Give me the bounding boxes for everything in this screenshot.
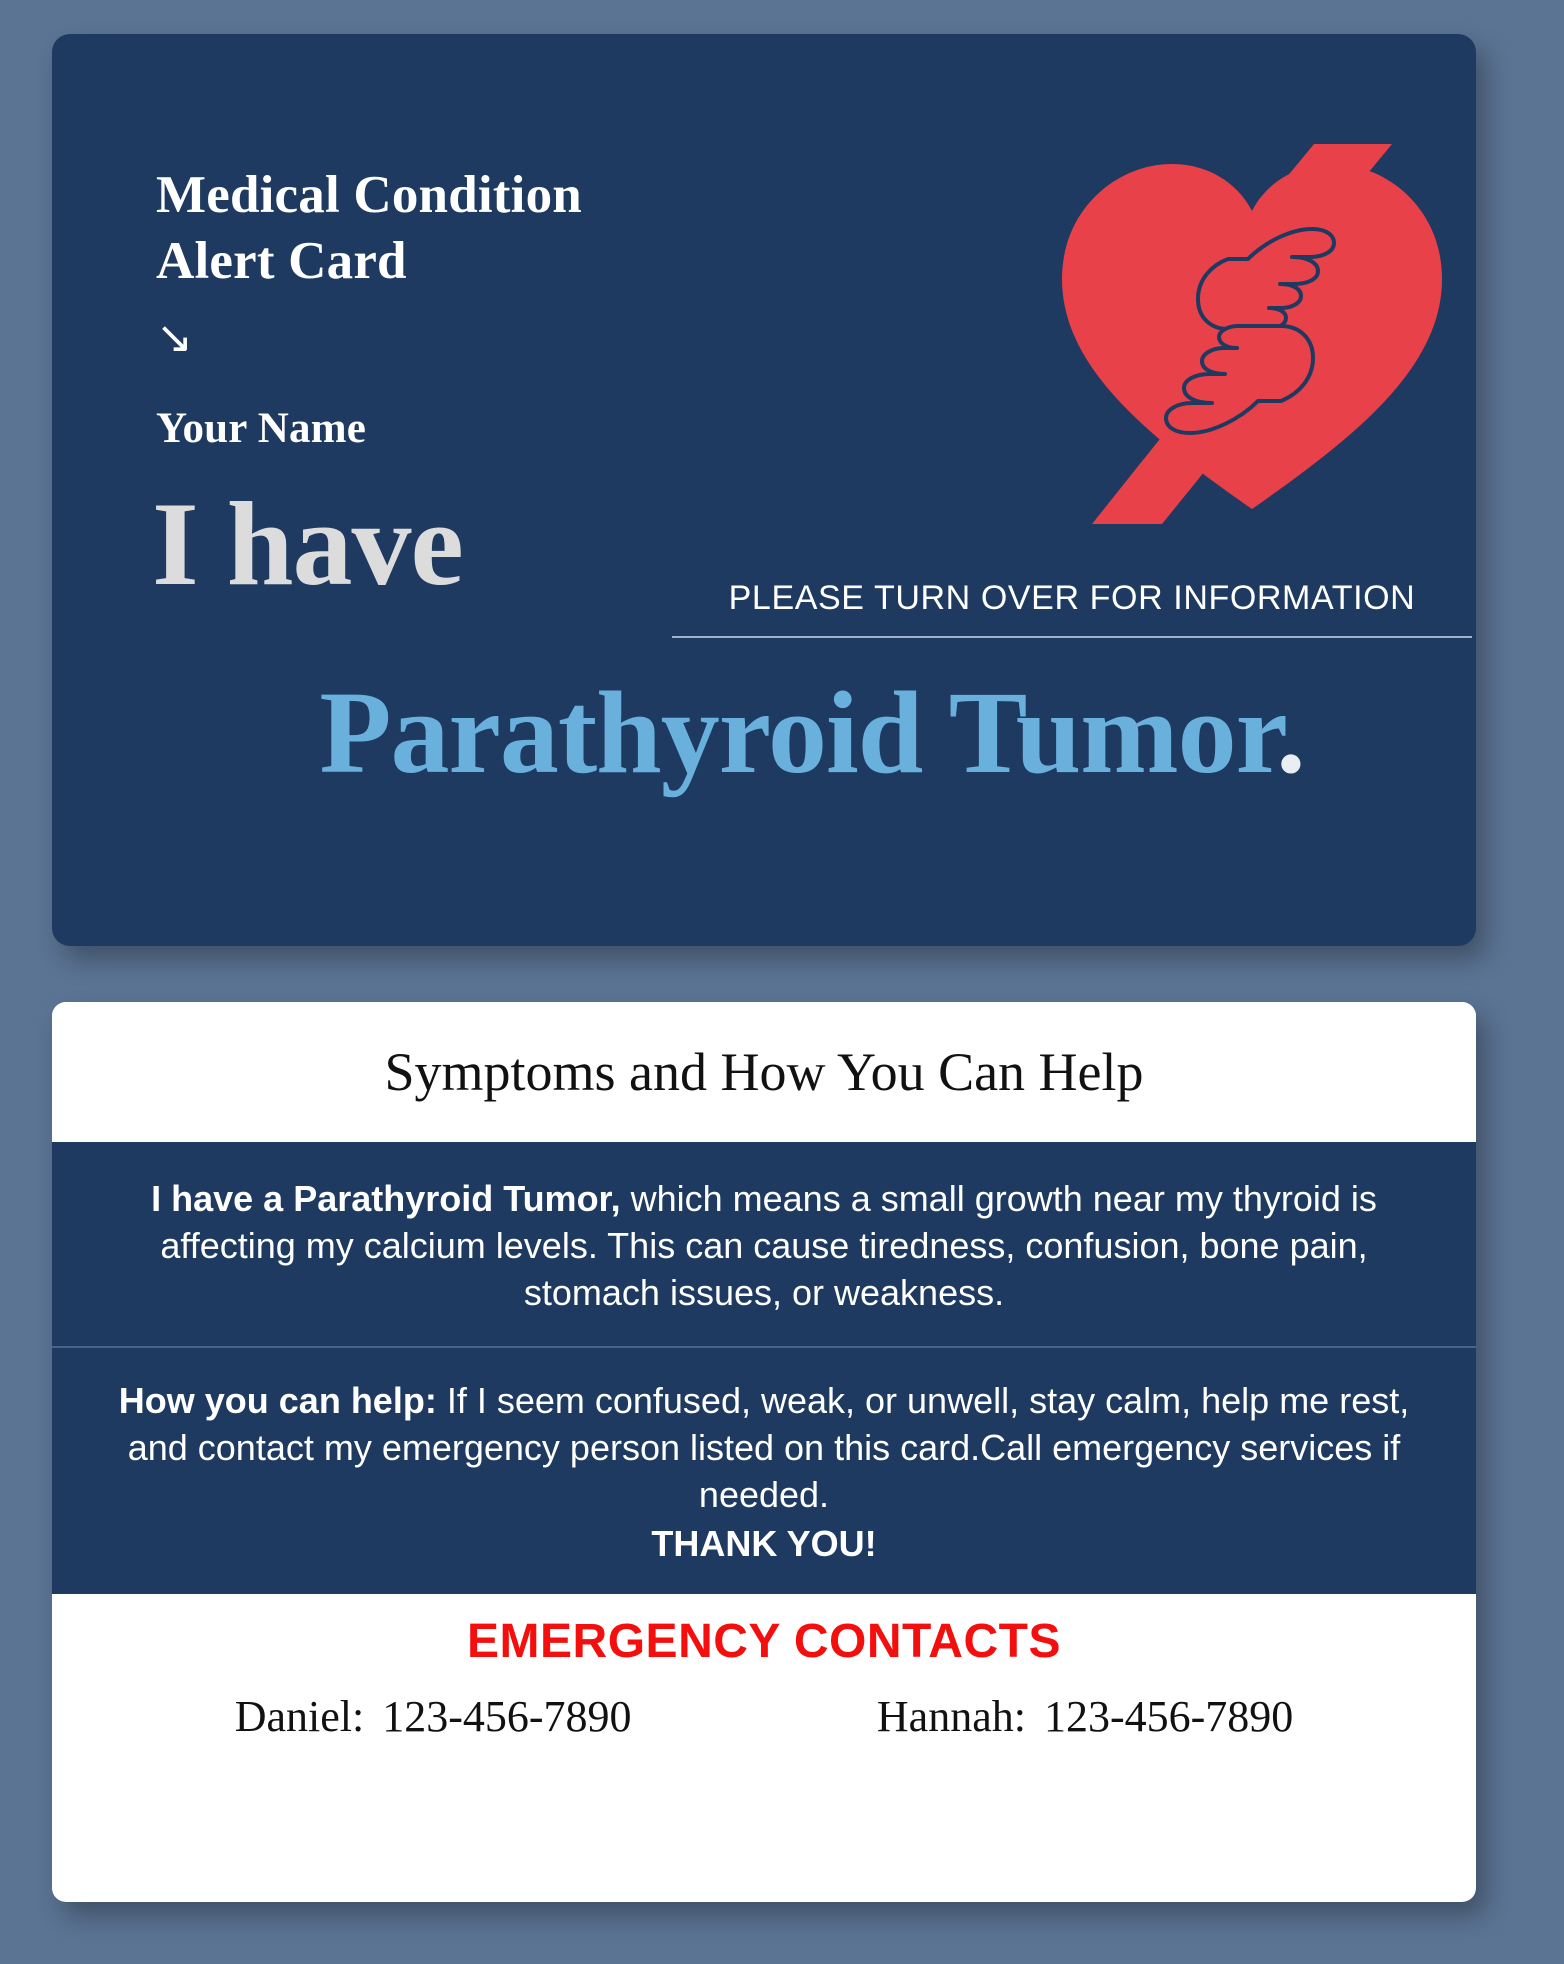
condition-description-block — [52, 1142, 1476, 1346]
emergency-contacts-section — [52, 1594, 1476, 1768]
condition-name — [152, 667, 1472, 798]
contact-item — [877, 1691, 1293, 1742]
contact-phone: 123-456-7890 — [1043, 1691, 1294, 1741]
arrow-down-right-icon: ↘ — [156, 312, 193, 363]
heart-with-helping-hands-icon — [1052, 139, 1452, 529]
your-name-label: Your Name — [156, 405, 367, 452]
turn-over-divider — [672, 636, 1472, 638]
thank-you-text: THANK YOU! — [651, 1522, 877, 1564]
card-front-title-line2: Alert Card — [156, 232, 407, 291]
emergency-contacts-title: EMERGENCY CONTACTS — [467, 1614, 1061, 1668]
condition-description-lead: I have a Parathyroid Tumor, — [151, 1178, 621, 1219]
contact-item — [235, 1691, 632, 1742]
card-front-title-line1: Medical Condition — [156, 166, 582, 224]
emergency-contacts-list — [52, 1691, 1476, 1742]
contact-name: Daniel: — [234, 1691, 365, 1741]
condition-period: . — [1276, 667, 1305, 798]
back-card-header-text: Symptoms and How You Can Help — [384, 1042, 1144, 1102]
card-front-title — [156, 162, 876, 295]
i-have-text: I have — [152, 477, 463, 610]
how-you-can-help-block — [52, 1346, 1476, 1593]
medical-alert-card-back — [52, 1002, 1476, 1902]
contact-name: Hannah: — [876, 1691, 1026, 1741]
how-you-can-help-lead: How you can help: — [118, 1380, 437, 1422]
condition-description-text: which means a small growth near my thyroid is affecting my calcium levels. This can cause tiredness, confusion, bone pain, stomach issues, or weakness. — [160, 1178, 1377, 1313]
contact-phone: 123-456-7890 — [382, 1691, 632, 1741]
back-card-header — [52, 1002, 1476, 1142]
back-card-body — [52, 1142, 1476, 1594]
condition-name-text: Parathyroid Tumor — [319, 667, 1277, 798]
turn-over-instruction: PLEASE TURN OVER FOR INFORMATION — [728, 579, 1416, 617]
medical-alert-card-front — [52, 34, 1476, 946]
how-you-can-help-text: If I seem confused, weak, or unwell, stay calm, help me rest, and contact my emergency person listed on this card.Call emergency services if needed. — [127, 1380, 1410, 1515]
